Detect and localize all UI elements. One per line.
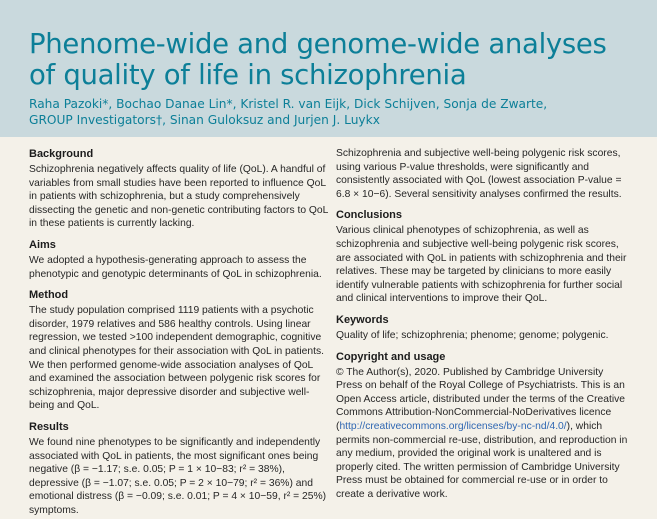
authors-line-1: Raha Pazoki*, Bochao Danae Lin*, Kristel R. van Eijk, Dick Schijven, Sonja de Zwarte, — [29, 97, 548, 111]
copyright-text-part-2: ), which permits non-commercial re-use, distribution, and reproduction in any medium, provided the original work is unaltered and is properly cited. The written permission of Cambridge University Press must be obtained for commercial re-use or in order to create a derivative work. — [336, 420, 628, 500]
abstract-left-column — [29, 147, 328, 519]
background-text: Schizophrenia negatively affects quality of life (QoL). A handful of variables from small studies have been reported to influence QoL in patients with schizophrenia, but a study comprehensively dissecting the genetic and non-genetic contributing factors to QoL in these patients is currently lacking. — [29, 164, 328, 230]
results-continued-text: Schizophrenia and subjective well-being polygenic risk scores, using various P-value thresholds, were significantly and consistently associated with QoL (lowest association P-value = 6.8 × 10−6). Several sensitivity analyses confirmed the results. — [336, 148, 622, 200]
copyright-text — [336, 366, 630, 502]
author-list — [29, 96, 639, 128]
paper-title: Phenome-wide and genome-wide analyses of quality of life in schizophrenia — [29, 28, 607, 91]
abstract-right-column — [336, 147, 630, 508]
license-link[interactable]: http://creativecommons.org/licenses/by-nc-nd/4.0/ — [339, 420, 567, 432]
method-heading: Method — [29, 289, 69, 302]
aims-text: We adopted a hypothesis-generating approach to assess the phenotypic and genotypic determinants of QoL in schizophrenia. — [29, 254, 322, 280]
authors-line-2: GROUP Investigators†, Sinan Guloksuz and Jurjen J. Luykx — [29, 113, 380, 127]
aims-heading: Aims — [29, 238, 56, 251]
conclusions-text: Various clinical phenotypes of schizophrenia, as well as schizophrenia and subjective well-being polygenic risk scores, are associated with QoL in patients with schizophrenia and their relatives. These may be targeted by clinicians to more easily identify vulnerable patients with schizophrenia for further social and clinical interventions to improve their QoL. — [336, 225, 627, 305]
method-text: The study population comprised 1119 patients with a psychotic disorder, 1979 relatives and 586 healthy controls. Using linear regression, we tested >100 independent demographic, cognitive and clinical phenotypes for their association with QoL in patients. We then performed genome-wide association analyses of QoL and examined the association between polygenic risk scores for schizophrenia, major depressive disorder and subjective well-being and QoL. — [29, 305, 324, 412]
conclusions-heading: Conclusions — [336, 209, 403, 222]
copyright-heading: Copyright and usage — [336, 350, 446, 363]
keywords-text: Quality of life; schizophrenia; phenome; genome; polygenic. — [336, 329, 609, 341]
results-heading: Results — [29, 420, 69, 433]
results-text: We found nine phenotypes to be significantly and independently associated with QoL in patients, the most significant ones being negative (β = −1.17; s.e. 0.05; P = 1 × 10−83; r² = 38%), depressive (β = −1.07; s.e. 0.05; P = 2 × 10−79; r² = 36%) and emotional distress (β = −0.09; s.e. 0.01; P = 4 × 10−59, r² = 25%) symptoms. — [29, 436, 327, 516]
background-heading: Background — [29, 148, 94, 160]
keywords-heading: Keywords — [336, 313, 389, 326]
copyright-text-part-1: © The Author(s), 2020. Published by Cambridge University Press on behalf of the Royal College of Psychiatrists. This is an Open Access article, distributed under the terms of the Creative Commons Attribution-NonCommercial-NoDerivatives licence ( — [336, 366, 626, 432]
